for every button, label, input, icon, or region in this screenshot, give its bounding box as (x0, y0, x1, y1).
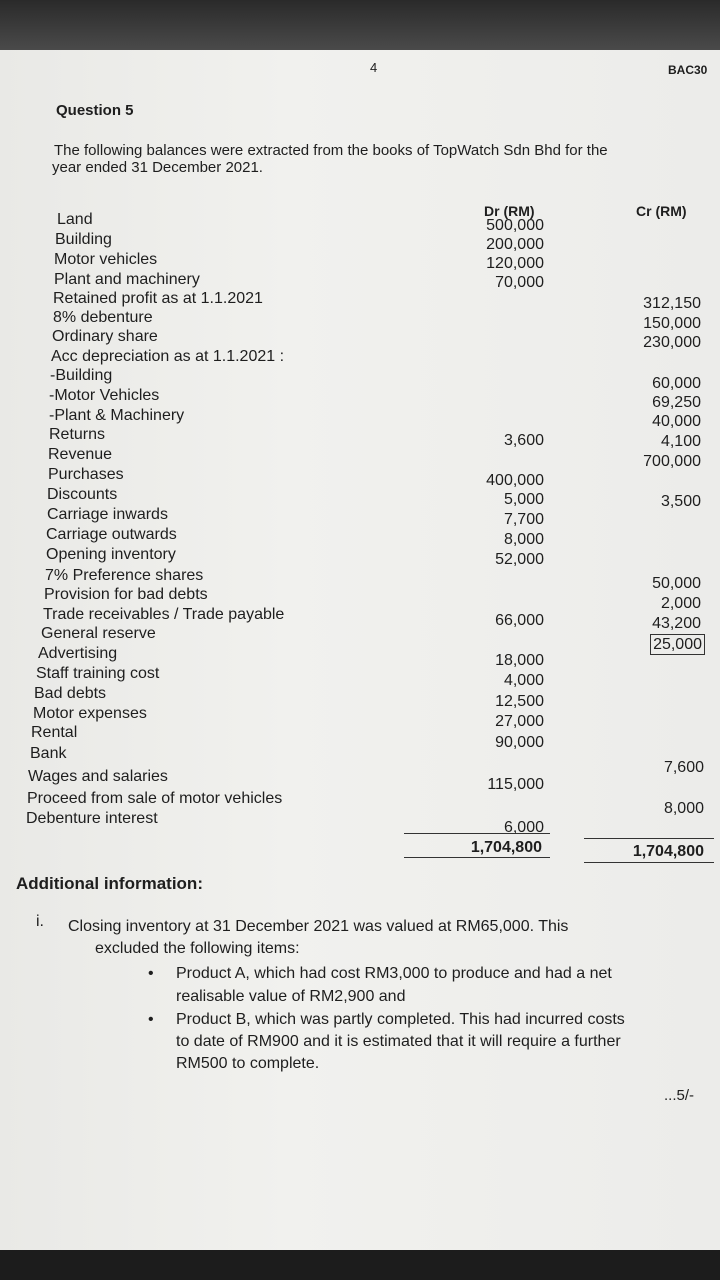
question-title: Question 5 (56, 102, 134, 119)
row-label: General reserve (41, 625, 156, 642)
dr-column-header: Dr (RM) (484, 203, 535, 219)
row-label: Bank (30, 745, 67, 762)
question-intro-line1: The following balances were extracted from the books of TopWatch Sdn Bhd for the (54, 142, 608, 159)
item-i-marker: i. (36, 913, 44, 930)
row-label: Ordinary share (52, 328, 158, 345)
row-dr-value: 18,000 (495, 652, 544, 669)
row-label: Rental (31, 724, 78, 741)
row-cr-value: 700,000 (643, 453, 701, 470)
row-label: Motor vehicles (54, 251, 158, 268)
dr-total-underline (404, 857, 550, 858)
total-cr: 1,704,800 (632, 843, 704, 860)
row-cr-value: 40,000 (652, 413, 701, 430)
row-label: Discounts (47, 486, 118, 503)
row-label: Motor expenses (33, 705, 147, 722)
row-dr-value: 8,000 (503, 531, 544, 548)
row-cr-value: 312,150 (643, 295, 701, 312)
row-dr-value: 7,700 (503, 511, 544, 528)
row-label: Carriage outwards (46, 526, 177, 543)
cr-total-rule (584, 838, 714, 839)
row-cr-value: 3,500 (660, 493, 701, 510)
question-intro-line2: year ended 31 December 2021. (52, 159, 263, 176)
row-label: Purchases (48, 466, 124, 483)
row-dr-value: 5,000 (503, 491, 544, 508)
row-label: Carriage inwards (47, 506, 168, 523)
row-cr-value: 4,100 (660, 433, 701, 450)
total-dr: 1,704,800 (470, 839, 542, 856)
row-label: Wages and salaries (28, 768, 168, 785)
dr-total-rule (404, 833, 550, 834)
row-cr-value: 25,000 (650, 634, 705, 655)
bullet-2: • (148, 1011, 154, 1028)
row-label: -Motor Vehicles (49, 387, 160, 404)
bullet-2-line1: Product B, which was partly completed. This had incurred costs (176, 1011, 625, 1028)
row-dr-value: 200,000 (486, 236, 544, 253)
cr-total-underline (584, 862, 714, 863)
row-label: Returns (49, 426, 106, 443)
row-label: Debenture interest (26, 810, 158, 827)
row-dr-value: 70,000 (495, 274, 544, 291)
bullet-2-line3: RM500 to complete. (176, 1055, 320, 1072)
row-cr-value: 150,000 (643, 315, 701, 332)
bottom-dark-edge (0, 1250, 720, 1280)
row-dr-value: 90,000 (495, 734, 544, 751)
continued-marker: ...5/- (664, 1087, 695, 1104)
row-cr-value: 230,000 (643, 334, 701, 351)
row-cr-value: 50,000 (652, 575, 701, 592)
row-label: Bad debts (34, 685, 107, 702)
course-code: BAC30 (668, 63, 708, 77)
row-label: Retained profit as at 1.1.2021 (53, 290, 263, 307)
row-cr-value: 8,000 (663, 800, 704, 817)
row-cr-value: 60,000 (652, 375, 701, 392)
row-label: -Plant & Machinery (49, 407, 185, 424)
row-label: Staff training cost (36, 665, 160, 682)
row-label: Land (57, 211, 93, 228)
row-label: Plant and machinery (54, 271, 200, 288)
row-label: Provision for bad debts (44, 586, 208, 603)
row-label: Trade receivables / Trade payable (43, 606, 285, 623)
row-dr-value: 120,000 (486, 255, 544, 272)
row-label: Revenue (48, 446, 113, 463)
row-dr-value: 400,000 (486, 472, 544, 489)
bullet-1: • (148, 965, 154, 982)
row-dr-value: 4,000 (503, 672, 544, 689)
row-dr-value: 52,000 (495, 551, 544, 568)
top-dark-edge (0, 0, 720, 50)
row-dr-value: 3,600 (503, 432, 544, 449)
cr-column-header: Cr (RM) (636, 203, 687, 219)
row-label: Proceed from sale of motor vehicles (27, 790, 283, 807)
bullet-1-line2: realisable value of RM2,900 and (176, 988, 406, 1005)
item-i-line1: Closing inventory at 31 December 2021 was valued at RM65,000. This (68, 918, 569, 935)
row-cr-value: 7,600 (663, 759, 704, 776)
row-label: Building (55, 231, 112, 248)
row-cr-value: 43,200 (652, 615, 701, 632)
row-dr-value: 500,000 (486, 217, 544, 234)
row-cr-value: 69,250 (652, 394, 701, 411)
row-label: Acc depreciation as at 1.1.2021 : (51, 348, 285, 365)
row-label: -Building (50, 367, 113, 384)
row-cr-value: 2,000 (660, 595, 701, 612)
row-label: Opening inventory (46, 546, 176, 563)
row-dr-value: 12,500 (495, 693, 544, 710)
row-dr-value: 6,000 (503, 819, 544, 836)
bullet-1-line1: Product A, which had cost RM3,000 to produce and had a net (176, 965, 612, 982)
row-label: Advertising (38, 645, 118, 662)
row-label: 7% Preference shares (45, 567, 204, 584)
item-i-line2: excluded the following items: (95, 940, 300, 957)
additional-info-title: Additional information: (16, 874, 203, 893)
row-dr-value: 27,000 (495, 713, 544, 730)
page-number: 4 (370, 60, 378, 75)
row-dr-value: 66,000 (495, 612, 544, 629)
row-dr-value: 115,000 (487, 776, 544, 793)
bullet-2-line2: to date of RM900 and it is estimated that it will require a further (176, 1033, 621, 1050)
row-label: 8% debenture (53, 309, 153, 326)
